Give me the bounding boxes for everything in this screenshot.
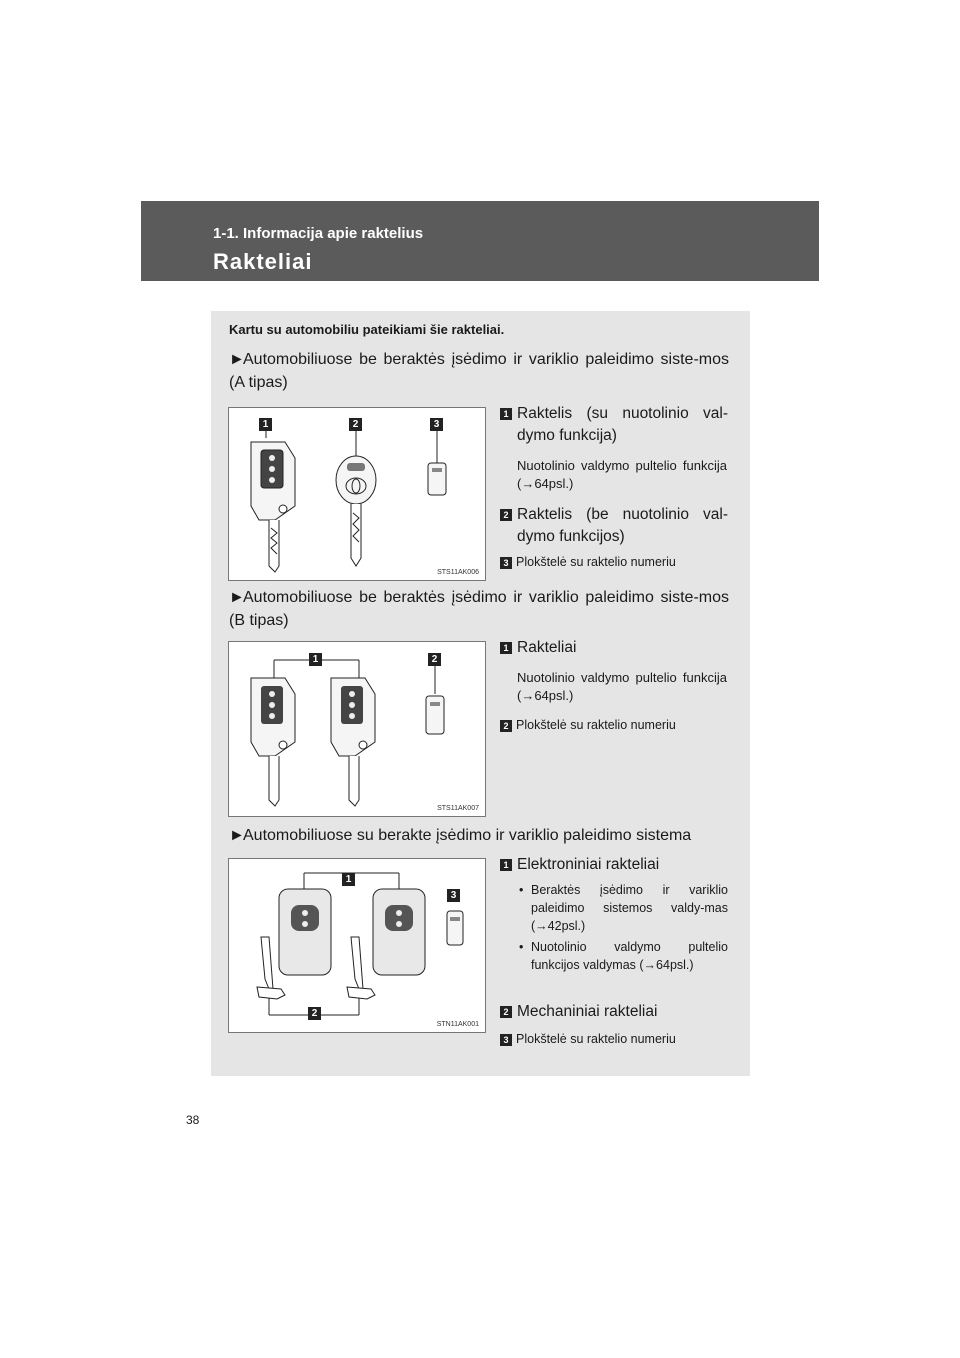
page-title: Rakteliai [213, 249, 313, 274]
arrow-right-icon: ► [229, 351, 245, 368]
remote-key-icon [251, 442, 295, 572]
num-badge: 1 [500, 859, 512, 871]
key-number-plate-icon [447, 911, 463, 945]
figure-code: STN11AK001 [436, 1021, 479, 1028]
section-c-item-1: 1 Elektroniniai rakteliai [500, 854, 728, 876]
figure-code: STS11AK007 [437, 805, 479, 812]
smart-key-icon [279, 889, 331, 975]
num-badge: 3 [500, 1034, 512, 1046]
num-badge: 3 [500, 557, 512, 569]
figure-label-2: 2 [349, 418, 362, 431]
keys-illustration [229, 408, 485, 580]
figure-code: STS11AK006 [437, 569, 479, 576]
num-badge: 1 [500, 642, 512, 654]
section-title: 1-1. Informacija apie raktelius [213, 225, 424, 242]
figure-label-2: 2 [428, 653, 441, 666]
num-badge: 2 [500, 509, 512, 521]
figure-label-1: 1 [309, 653, 322, 666]
section-b-item-2: 2 Plokštelė su raktelio numeriu [500, 717, 728, 733]
num-badge: 2 [500, 1006, 512, 1018]
keys-illustration [229, 859, 485, 1032]
remote-key-icon [251, 678, 295, 806]
section-a-item-1: 1 Raktelis (su nuotolinio val-dymo funkcija) [500, 403, 728, 447]
figure-label-1: 1 [342, 873, 355, 886]
list-item: • Beraktės įsėdimo ir variklio paleidimo sistemos valdy-mas (→42psl.) [517, 881, 728, 935]
figure-keys-type-a [228, 407, 486, 581]
chapter-header [141, 201, 819, 281]
figure-label-3: 3 [447, 889, 460, 902]
figure-keys-smart [228, 858, 486, 1033]
page-number: 38 [186, 1113, 200, 1127]
section-b-item-1-sub: Nuotolinio valdymo pultelio funkcija (→64psl.) [517, 670, 727, 703]
figure-label-2: 2 [308, 1007, 321, 1020]
num-badge: 2 [500, 720, 512, 732]
list-item: • Nuotolinio valdymo pultelio funkcijos valdymas (→64psl.) [517, 938, 728, 974]
section-b-heading: ►Automobiliuose be beraktės įsėdimo ir variklio paleidimo siste-mos (B tipas) [229, 586, 729, 632]
section-c-heading: ►Automobiliuose su berakte įsėdimo ir variklio paleidimo sistema [229, 824, 739, 847]
num-badge: 1 [500, 408, 512, 420]
figure-label-1: 1 [259, 418, 272, 431]
section-a-item-2: 2 Raktelis (be nuotolinio val-dymo funkcijos) [500, 504, 728, 548]
arrow-right-icon: ► [229, 589, 245, 606]
figure-label-3: 3 [430, 418, 443, 431]
arrow-right-icon: ► [229, 827, 245, 844]
section-c-item-3: 3 Plokštelė su raktelio numeriu [500, 1031, 728, 1047]
content-panel [211, 311, 750, 1076]
smart-key-icon [373, 889, 425, 975]
remote-key-icon [331, 678, 375, 806]
mechanical-key-icon [347, 937, 375, 999]
section-b-item-1: 1 Rakteliai [500, 637, 728, 659]
figure-keys-type-b [228, 641, 486, 817]
section-a-item-3: 3 Plokštelė su raktelio numeriu [500, 554, 728, 570]
standard-key-icon [336, 456, 376, 566]
section-a-heading: ►Automobiliuose be beraktės įsėdimo ir variklio paleidimo siste-mos (A tipas) [229, 348, 729, 394]
section-a-item-1-sub: Nuotolinio valdymo pultelio funkcija (→64psl.) [517, 458, 727, 491]
section-c-item-1-bullets [517, 881, 728, 977]
keys-illustration [229, 642, 485, 816]
intro-text: Kartu su automobiliu pateikiami šie rakteliai. [229, 322, 505, 337]
key-number-plate-icon [426, 696, 444, 734]
section-c-item-2: 2 Mechaniniai rakteliai [500, 1001, 728, 1023]
key-number-plate-icon [428, 463, 446, 495]
